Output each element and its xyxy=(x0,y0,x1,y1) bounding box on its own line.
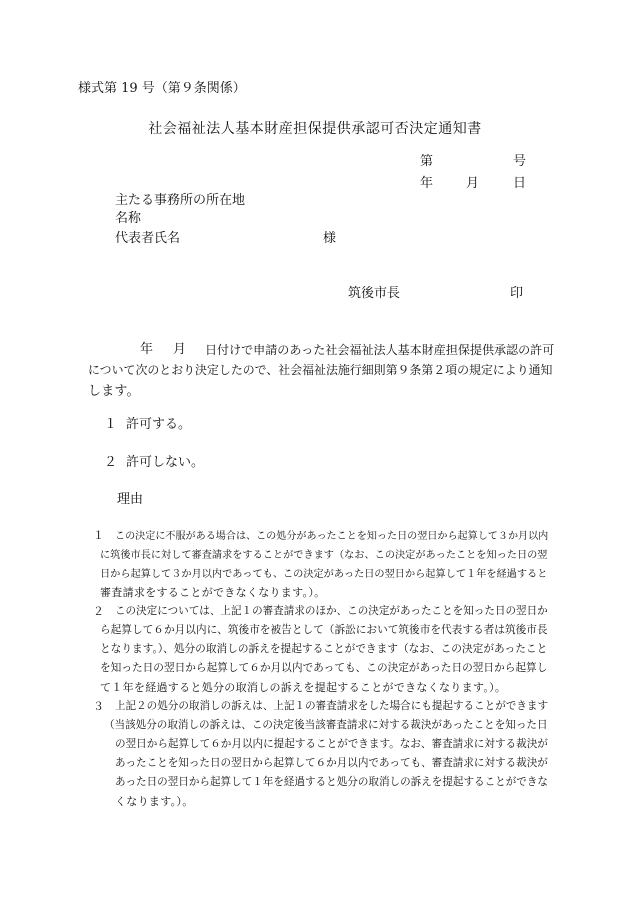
body-line-3: します。 xyxy=(88,384,140,399)
body-line-1: 日付けで申請のあった社会福祉法人基本財産担保提供承認の許可 xyxy=(205,343,555,357)
note-3-line: あった日の翌日から起算して１年を経過すると処分の取消しの訴えを提起することができな xyxy=(115,776,548,788)
note-3-number: ３ xyxy=(93,700,105,713)
decision-1-number: １ xyxy=(104,417,118,432)
issuer-title: 筑後市長 xyxy=(348,286,401,301)
representative-label: 代表者氏名 xyxy=(115,231,181,246)
note-2-line: て１年を経過すると処分の取消しの訴えを提起することができなくなります。）。 xyxy=(100,681,507,694)
note-3-line: （当該処分の取消しの訴えは、この決定後当該審査請求に対する裁決があったことを知った日 xyxy=(104,719,548,731)
decision-2-number: ２ xyxy=(104,455,118,470)
note-2-number: ２ xyxy=(93,605,105,618)
note-2-line: ら起算して６か月以内に、筑後市を被告として（訴訟において筑後市を代表する者は筑後市長 xyxy=(100,623,548,636)
name-label: 名称 xyxy=(115,211,142,226)
note-3-line: 上記２の処分の取消しの訴えは、上記１の審査請求をした場合にも提起することができます xyxy=(115,700,549,712)
decision-1-text: 許可する。 xyxy=(126,417,192,432)
sama-honorific: 様 xyxy=(323,231,337,246)
reason-label: 理由 xyxy=(117,492,144,507)
decision-2-text: 許可しない。 xyxy=(126,455,205,470)
doc-number-go: 号 xyxy=(513,154,527,169)
note-1-line: 日から起算して３か月以内であっても、この決定があった日の翌日から起算して１年を経過すると xyxy=(100,569,548,580)
note-3-line: あったことを知った日の翌日から起算して６か月以内であっても、審査請求に対する裁決が xyxy=(115,757,548,769)
body-line-2: について次のとおり決定したので、社会福祉法施行細則第９条第２項の規定により通知 xyxy=(88,363,553,377)
office-address-label: 主たる事務所の所在地 xyxy=(115,193,246,208)
body-year-blank: 年 xyxy=(140,342,154,357)
note-2-line: この決定については、上記１の審査請求のほか、この決定があったことを知った日の翌日か xyxy=(115,605,548,617)
note-3-line: くなります。）。 xyxy=(115,795,194,808)
note-1-line: この決定に不服がある場合は、この処分があったことを知った日の翌日から起算して３か月以内 xyxy=(115,531,549,542)
date-month: 月 xyxy=(466,176,480,191)
document-title: 社会福祉法人基本財産担保提供承認可否決定通知書 xyxy=(148,121,482,137)
note-1-line: に筑後市長に対して審査請求をすることができます（なお、この決定があったことを知った日の翌 xyxy=(100,550,548,561)
date-year: 年 xyxy=(420,176,434,191)
seal-mark: 印 xyxy=(510,286,524,301)
doc-number-dai: 第 xyxy=(420,154,434,169)
date-day: 日 xyxy=(513,176,527,191)
note-3-line: の翌日から起算して６か月以内に提起することができます。なお、審査請求に対する裁決が xyxy=(115,738,548,750)
note-2-line: となります。）、処分の取消しの訴えを提起することができます（なお、この決定があったこと xyxy=(100,642,548,655)
note-1-line: 審査請求をすることができなくなります。）。 xyxy=(100,586,326,599)
form-number: 様式第 19 号（第９条関係） xyxy=(78,81,246,96)
body-month-blank: 月 xyxy=(173,342,187,357)
note-2-line: を知った日の翌日から起算して６か月以内であっても、この決定があった日の翌日から起算し xyxy=(100,661,548,674)
note-1-number: １ xyxy=(93,529,105,542)
